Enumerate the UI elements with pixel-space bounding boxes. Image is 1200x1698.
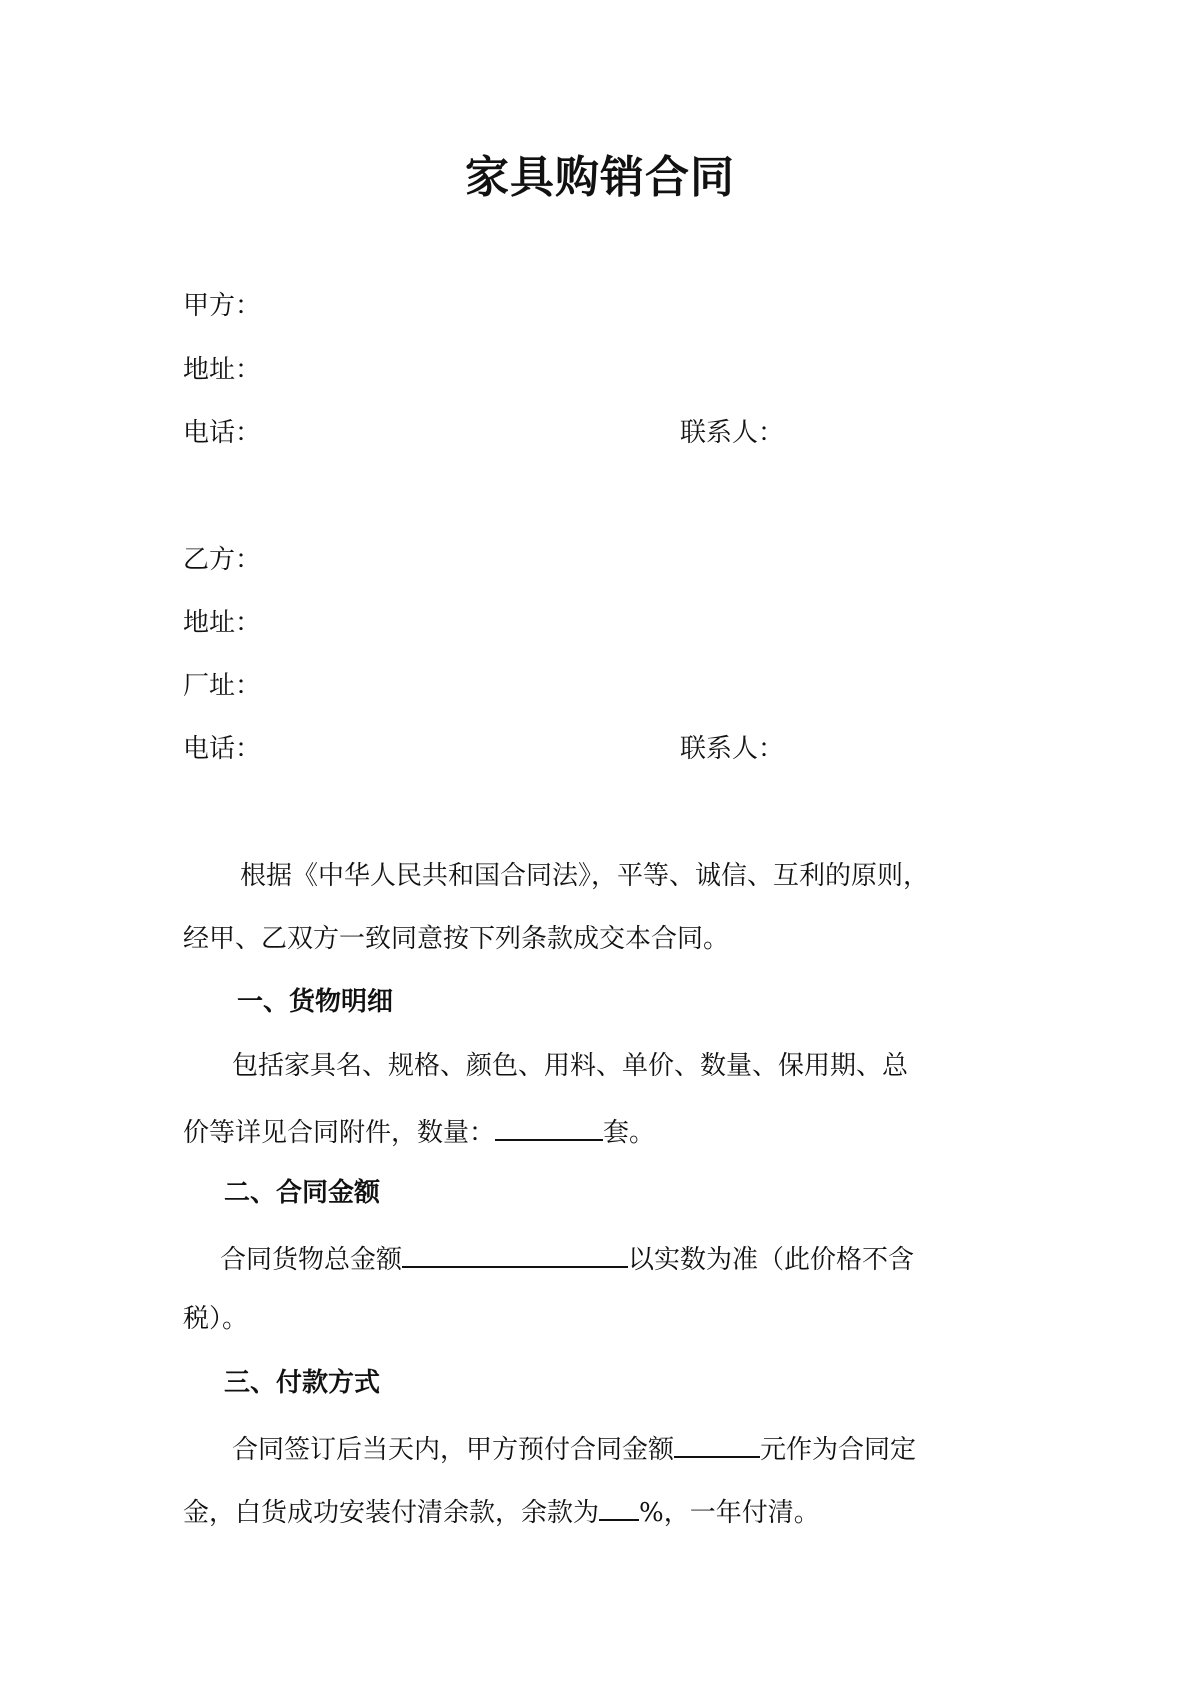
party-b-name-label: 乙方： bbox=[183, 545, 262, 575]
party-b-contact-label: 联系人： bbox=[680, 734, 785, 764]
section-3-line-2-suffix: %，一年付清。 bbox=[639, 1498, 820, 1528]
section-2-line-2: 税）。 bbox=[183, 1304, 249, 1334]
section-3-line-1-text: 合同签订后当天内，甲方预付合同金额 bbox=[232, 1435, 675, 1465]
party-a-address-label: 地址： bbox=[183, 355, 262, 385]
section-3-heading: 三、付款方式 bbox=[224, 1368, 381, 1398]
section-1-line-2-suffix: 套。 bbox=[603, 1118, 656, 1148]
section-1-line-2-text: 价等详见合同附件，数量： bbox=[183, 1118, 496, 1148]
party-a-phone-label: 电话： bbox=[183, 418, 262, 448]
preamble-line-2: 经甲、乙双方一致同意按下列条款成交本合同。 bbox=[183, 924, 730, 954]
section-3-line-1 bbox=[232, 1426, 916, 1470]
document-title: 家具购销合同 bbox=[465, 152, 735, 203]
quantity-blank bbox=[495, 1109, 603, 1141]
section-1-line-2 bbox=[183, 1109, 655, 1153]
section-2-line-1-suffix: 以实数为准（此价格不含 bbox=[628, 1245, 915, 1275]
section-3-line-2-text: 金，白货成功安装付清余款，余款为 bbox=[183, 1498, 600, 1528]
section-1-line-1: 包括家具名、规格、颜色、用料、单价、数量、保用期、总 bbox=[232, 1051, 909, 1081]
party-a-name-label: 甲方： bbox=[183, 291, 262, 321]
section-1-heading: 一、货物明细 bbox=[237, 987, 394, 1017]
section-2-line-1 bbox=[220, 1236, 914, 1280]
section-2-heading: 二、合同金额 bbox=[224, 1178, 381, 1208]
section-3-line-2 bbox=[183, 1489, 820, 1533]
party-b-phone-label: 电话： bbox=[183, 734, 262, 764]
deposit-amount-blank bbox=[674, 1426, 760, 1458]
total-amount-blank bbox=[402, 1236, 628, 1268]
party-a-contact-label: 联系人： bbox=[680, 418, 785, 448]
party-b-factory-label: 厂址： bbox=[183, 671, 262, 701]
preamble-line-1: 根据《中华人民共和国合同法》，平等、诚信、互利的原则， bbox=[240, 861, 930, 891]
section-3-line-1-suffix: 元作为合同定 bbox=[760, 1435, 917, 1465]
balance-percent-blank bbox=[599, 1489, 639, 1521]
section-2-line-1-text: 合同货物总金额 bbox=[220, 1245, 403, 1275]
party-b-address-label: 地址： bbox=[183, 608, 262, 638]
